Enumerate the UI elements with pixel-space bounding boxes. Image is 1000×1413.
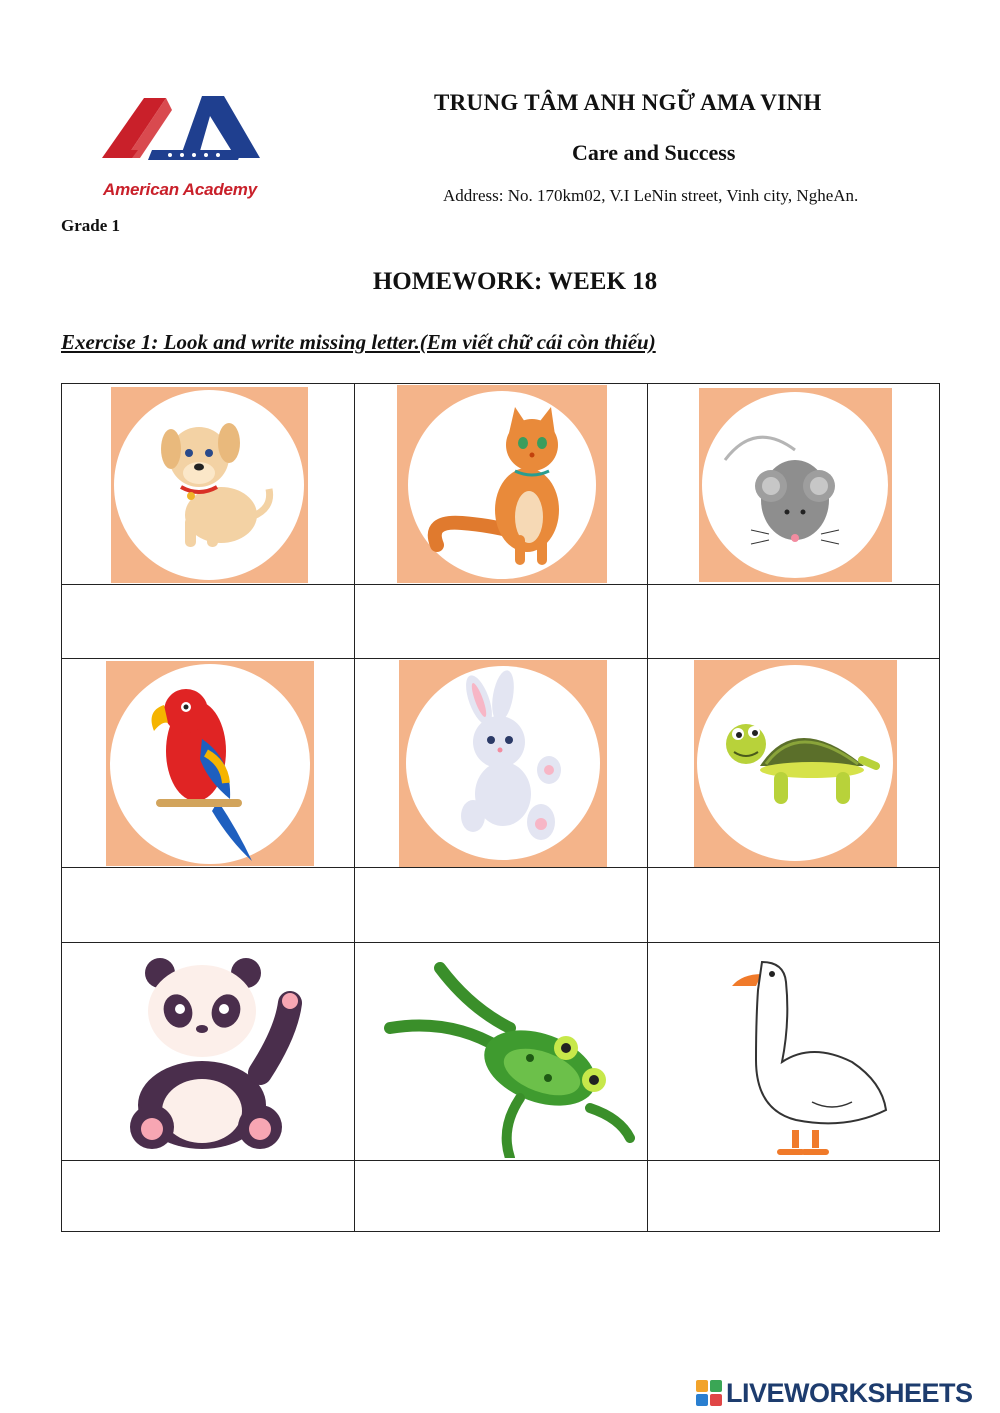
grid-divider — [62, 867, 939, 868]
center-name: TRUNG TÂM ANH NGỮ AMA VINH — [434, 90, 822, 115]
answer-field-parrot[interactable] — [68, 873, 352, 938]
worksheet-grid — [61, 383, 940, 1232]
answer-field-rabbit[interactable] — [360, 873, 645, 938]
panda-icon — [110, 945, 308, 1159]
grid-divider — [647, 384, 648, 1231]
dog-icon — [111, 387, 308, 583]
logo-text: American Academy — [103, 180, 257, 199]
rabbit-icon — [399, 660, 607, 867]
grade-label: Grade 1 — [61, 216, 121, 235]
turtle-icon — [694, 660, 897, 867]
answer-field-mouse[interactable] — [653, 590, 938, 654]
mouse-icon — [699, 388, 892, 582]
grid-divider — [354, 384, 355, 1231]
page-title: HOMEWORK: WEEK 18 — [372, 268, 658, 295]
grid-divider — [62, 584, 939, 585]
parrot-icon — [106, 661, 314, 866]
grid-divider — [62, 658, 939, 659]
answer-field-goose[interactable] — [653, 1166, 938, 1228]
answer-field-cat[interactable] — [360, 590, 645, 654]
answer-field-dog[interactable] — [68, 590, 352, 654]
liveworksheets-brand — [696, 1376, 973, 1410]
liveworksheets-logo-icon — [696, 1380, 722, 1406]
answer-field-turtle[interactable] — [653, 873, 938, 938]
address: Address: No. 170km02, V.I LeNin street, Vinh city, NgheAn. — [443, 186, 859, 205]
grid-divider — [62, 1160, 939, 1161]
frog-icon — [380, 948, 635, 1158]
grid-divider — [62, 942, 939, 943]
goose-icon — [722, 952, 892, 1158]
exercise-instruction: Exercise 1: Look and write missing letter.(Em viết chữ cái còn thiếu) — [61, 330, 656, 354]
cat-icon — [397, 385, 607, 583]
brand-text: LIVEWORKSHEETS — [726, 1377, 973, 1408]
slogan: Care and Success — [572, 140, 736, 165]
american-academy-logo — [92, 88, 268, 206]
answer-field-panda[interactable] — [68, 1166, 352, 1228]
answer-field-frog[interactable] — [360, 1166, 645, 1228]
